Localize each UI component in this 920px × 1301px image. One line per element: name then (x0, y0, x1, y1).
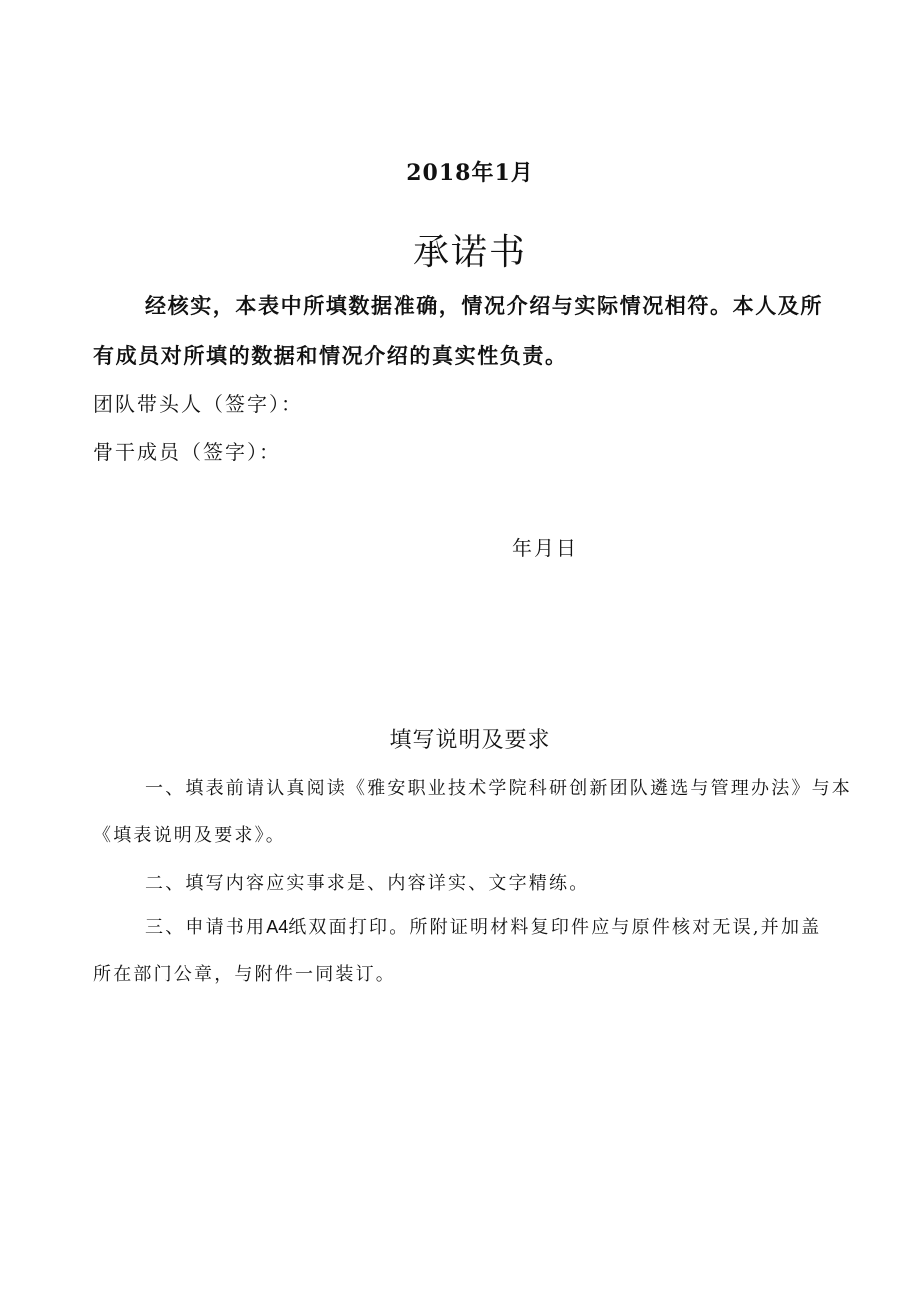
leader-signature-label: 团队带头人（签字）： (93, 392, 303, 416)
instruction-item-3-suffix: 纸双面打印。所附证明材料复印件应与原件核对无误,并加盖 (288, 917, 822, 938)
instruction-item-3-prefix: 三、申请书用 (145, 917, 267, 938)
header-date: 2018年1月 (406, 160, 534, 186)
pledge-title: 承诺书 (412, 232, 527, 273)
instruction-item-3-line-2: 所在部门公章，与附件一同装订。 (93, 964, 396, 985)
instruction-item-2: 二、填写内容应实事求是、内容详实、文字精练。 (145, 873, 590, 894)
instruction-item-1-line-2: 《填表说明及要求》。 (93, 825, 286, 846)
pledge-statement-line-2: 有成员对所填的数据和情况介绍的真实性负责。 (93, 343, 568, 368)
instruction-item-1-line-1: 一、填表前请认真阅读《雅安职业技术学院科研创新团队遴选与管理办法》与本 (145, 778, 852, 799)
pledge-statement-line-1: 经核实，本表中所填数据准确，情况介绍与实际情况相符。本人及所 (145, 293, 823, 318)
signature-date-placeholder: 年月日 (512, 536, 578, 560)
instruction-item-3-line-1 (145, 913, 821, 939)
instruction-item-3-paper-size: A4 (266, 917, 289, 937)
member-signature-label: 骨干成员（签字）： (93, 440, 281, 464)
instructions-title: 填写说明及要求 (389, 728, 551, 753)
